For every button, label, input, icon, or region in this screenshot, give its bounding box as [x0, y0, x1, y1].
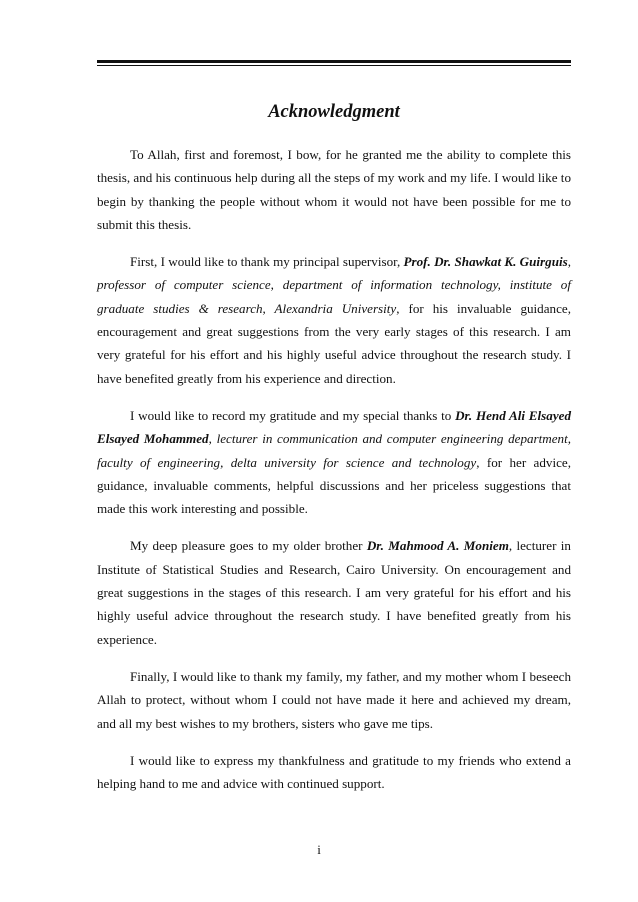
paragraph-2-text-3: , for his invaluable guidance, encouragement and great suggestions from the very early stages of this research. I am very grateful for his effort and his highly useful advice throughout the research study. I have benefited greatly from his experience and direction. — [97, 300, 571, 386]
paragraph-4-text-1: My deep pleasure goes to my older brother — [130, 538, 367, 554]
paragraph-4 — [97, 534, 571, 650]
supervisor-affiliation: professor of computer science, department of information technology, institute of graduate studies & research, Alexandria University — [97, 277, 571, 316]
page-number: i — [317, 842, 321, 857]
acknowledgment-body — [97, 143, 571, 809]
page-title: Acknowledgment — [268, 102, 400, 122]
paragraph-3-text-2: , — [208, 431, 217, 447]
brother-name: Dr. Mahmood A. Moniem — [366, 538, 509, 554]
paragraph-2-text-1: First, I would like to thank my principal supervisor, — [130, 254, 404, 270]
paragraph-3 — [97, 404, 571, 520]
paragraph-1 — [97, 143, 571, 236]
paragraph-2 — [97, 250, 571, 390]
paragraph-3-text-3: , for her advice, guidance, invaluable comments, helpful discussions and her priceless suggestions that made this work interesting and possible. — [97, 454, 571, 517]
header-rule-thick — [97, 60, 571, 63]
co-supervisor-affiliation: lecturer in communication and computer engineering department, faculty of engineering, delta university for science and technology — [97, 431, 571, 470]
supervisor-name: Prof. Dr. Shawkat K. Guirguis — [403, 254, 568, 270]
paragraph-4-text-2: , lecturer in Institute of Statistical Studies and Research, Cairo University. On encouragement and great suggestions in the stages of this research. I am very grateful for his effort and his highly useful advice throughout the research study. I have benefited greatly from his experience. — [97, 538, 571, 647]
paragraph-1-text: To Allah, first and foremost, I bow, for he granted me the ability to complete this thesis, and his continuous help during all the steps of my work and my life. I would like to begin by thanking the people without whom it would not have been possible for me to submit this thesis. — [97, 147, 571, 232]
paragraph-5-text: Finally, I would like to thank my family, my father, and my mother whom I beseech Allah to protect, without whom I could not have made it here and achieved my dream, and all my best wishes to my brothers, sisters who gave me tips. — [97, 668, 571, 731]
paragraph-3-text-1: I would like to record my gratitude and my special thanks to — [130, 407, 456, 423]
header-rule-thin — [97, 65, 571, 66]
paragraph-6-text: I would like to express my thankfulness and gratitude to my friends who extend a helping hand to me and advice with continued support. — [97, 752, 571, 792]
paragraph-6 — [97, 749, 571, 796]
paragraph-5 — [97, 665, 571, 735]
paragraph-2-text-2: , — [567, 254, 571, 270]
co-supervisor-name: Dr. Hend Ali Elsayed Elsayed Mohammed — [97, 407, 571, 447]
